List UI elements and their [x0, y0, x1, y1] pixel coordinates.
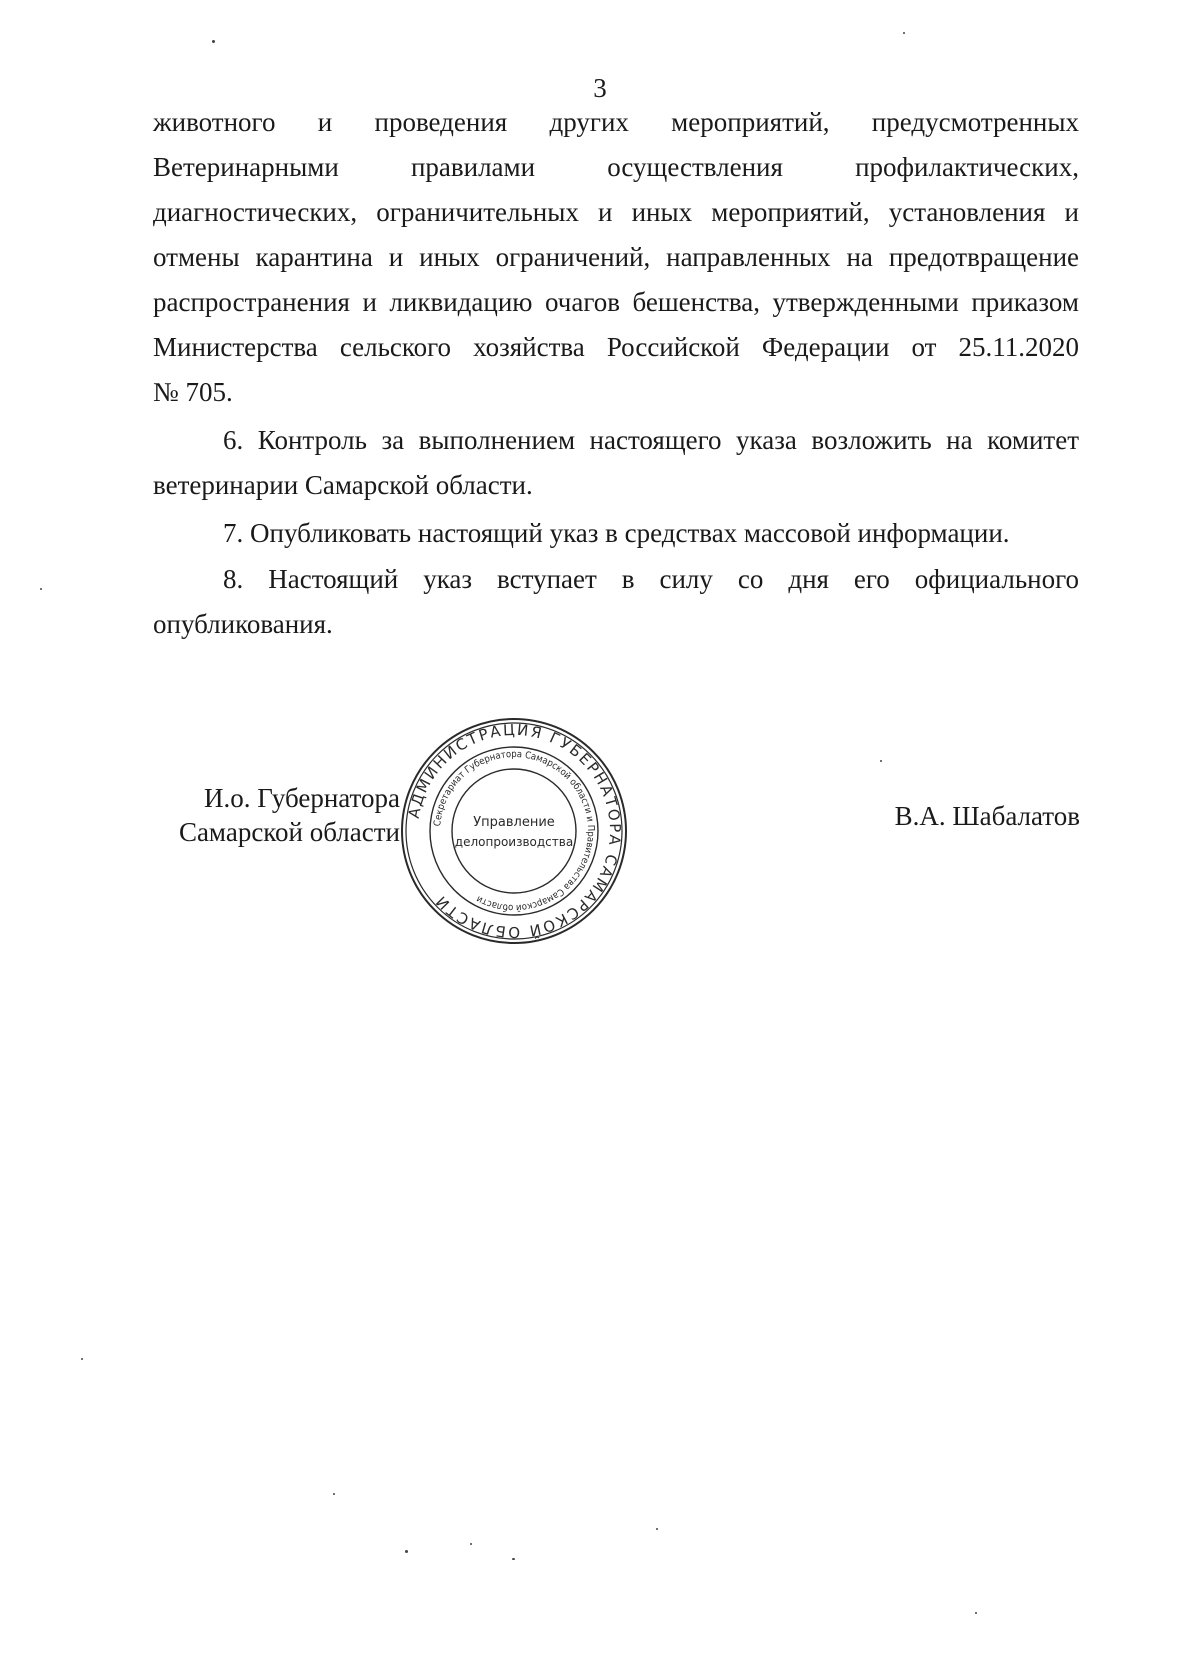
scan-speck — [656, 1528, 658, 1530]
scan-speck — [212, 40, 215, 43]
body-line: № 705. — [153, 377, 233, 407]
signatory-position-line: И.о. Губернатора — [203, 783, 400, 813]
body-line: распространения и ликвидацию очагов бешенства, утвержденными приказом — [153, 287, 1079, 317]
body-line: отмены карантина и иных ограничений, направленных на предотвращение — [153, 242, 1079, 272]
scan-speck — [880, 760, 882, 762]
page-number: 3 — [593, 73, 607, 103]
body-line: диагностических, ограничительных и иных мероприятий, установления и — [153, 197, 1079, 227]
seal-center-line: делопроизводства — [454, 835, 574, 849]
scan-speck — [470, 1543, 472, 1545]
seal-outer-text: АДМИНИСТРАЦИЯ ГУБЕРНАТОРА САМАРСКОЙ ОБЛАСТИ — [404, 720, 625, 942]
scan-speck — [903, 32, 905, 34]
seal-inner-text: Секретариат Губернатора Самарской области и Правительства Самарской области — [432, 748, 597, 914]
seal-center-line: Управление — [473, 815, 555, 830]
body-line: Ветеринарными правилами осуществления профилактических, — [153, 152, 1079, 182]
scan-speck — [405, 1550, 408, 1553]
item-7-line: 7. Опубликовать настоящий указ в средствах массовой информации. — [223, 518, 1010, 548]
item-8-line: опубликования. — [153, 609, 333, 639]
item-6-line: 6. Контроль за выполнением настоящего указа возложить на комитет — [223, 425, 1079, 455]
scan-speck — [975, 1612, 977, 1614]
scan-speck — [512, 1558, 515, 1560]
body-line: животного и проведения других мероприятий, предусмотренных — [153, 107, 1079, 137]
body-line: Министерства сельского хозяйства Российской Федерации от 25.11.2020 — [153, 332, 1079, 362]
scan-speck — [333, 1493, 335, 1495]
scan-speck — [40, 588, 42, 590]
item-6-line: ветеринарии Самарской области. — [153, 470, 533, 500]
svg-text:Секретариат Губернатора Самарс — [432, 749, 596, 913]
signatory-name: В.А. Шабалатов — [894, 801, 1080, 831]
official-seal-stamp — [398, 715, 630, 947]
signatory-position-line: Самарской области — [178, 817, 400, 847]
scan-speck — [81, 1358, 83, 1360]
item-8-line: 8. Настоящий указ вступает в силу со дня его официального — [223, 564, 1079, 594]
